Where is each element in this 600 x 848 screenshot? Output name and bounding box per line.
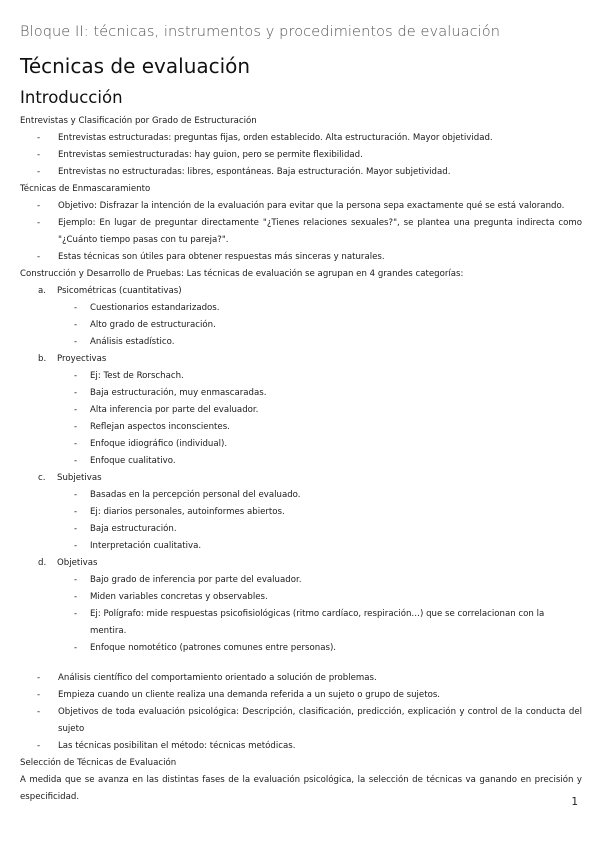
list-item: - Ej: diarios personales, autoinformes abiertos. [57,504,582,521]
list-item: - Enfoque nomotético (patrones comunes entre personas). [57,640,582,657]
list-item: - Análisis científico del comportamiento orientado a solución de problemas. [20,670,582,687]
category-title: Objetivas [57,558,98,568]
category-sublist [57,368,582,470]
list-item: - Baja estructuración. [57,521,582,538]
category-title: Proyectivas [57,354,107,364]
list-item: - Interpretación cualitativa. [57,538,582,555]
list-item: - Entrevistas estructuradas: preguntas fijas, orden establecido. Alta estructuración. Mayor objetividad. [20,130,582,147]
category-sublist [57,300,582,351]
category-label: a. [38,286,46,296]
page-title: Técnicas de evaluación [20,54,251,78]
spacer [20,657,582,670]
list-item: - Bajo grado de inferencia por parte del evaluador. [57,572,582,589]
categories-list [20,283,582,657]
list-item: - Ej: Test de Rorschach. [57,368,582,385]
entrevistas-heading: Entrevistas y Clasificación por Grado de Estructuración [20,116,257,126]
category-sublist [57,487,582,555]
list-item: - Enfoque cualitativo. [57,453,582,470]
list-item: - Miden variables concretas y observables. [57,589,582,606]
document-header: Bloque II: técnicas, instrumentos y procedimientos de evaluación [20,24,501,40]
category-label: c. [38,473,46,483]
list-item: - Basadas en la percepción personal del evaluado. [57,487,582,504]
list-item: - Baja estructuración, muy enmascaradas. [57,385,582,402]
list-item: - Las técnicas posibilitan el método: técnicas metódicas. [20,738,582,755]
category-label: b. [38,354,47,364]
category-sublist [57,572,582,657]
list-item: - Ej: Polígrafo: mide respuestas psicofisiológicas (ritmo cardíaco, respiración…) que se correlacionan con la mentira. [57,606,582,640]
list-item: - Cuestionarios estandarizados. [57,300,582,317]
list-item: - Ejemplo: En lugar de preguntar directamente "¿Tienes relaciones sexuales?", se plantea una pregunta indirecta como "¿Cuánto tiempo pasas con tu pareja?". [20,215,582,249]
enmascaramiento-heading: Técnicas de Enmascaramiento [20,184,151,194]
list-item: - Alto grado de estructuración. [57,317,582,334]
list-item: - Alta inferencia por parte del evaluador. [57,402,582,419]
section-heading: Introducción [20,88,123,107]
general-list [20,670,582,755]
entrevistas-list [20,130,582,181]
category-title: Subjetivas [57,473,102,483]
list-item: - Análisis estadístico. [57,334,582,351]
document-page [20,24,582,806]
category-item [20,555,582,657]
category-title: Psicométricas (cuantitativas) [57,286,182,296]
list-item: - Enfoque idiográfico (individual). [57,436,582,453]
list-item: - Objetivos de toda evaluación psicológica: Descripción, clasificación, predicción, explicación y control de la conducta del sujeto [20,704,582,738]
list-item: - Entrevistas no estructuradas: libres, espontáneas. Baja estructuración. Mayor subjetividad. [20,164,582,181]
category-item [20,470,582,555]
seleccion-text: A medida que se avanza en las distintas fases de la evaluación psicológica, la selección de técnicas va ganando en precisión y especificidad. [20,775,582,802]
construccion-heading: Construcción y Desarrollo de Pruebas: Las técnicas de evaluación se agrupan en 4 grandes categorías: [20,269,464,279]
list-item: - Objetivo: Disfrazar la intención de la evaluación para evitar que la persona sepa exactamente qué se está valorando. [20,198,582,215]
list-item: - Reflejan aspectos inconscientes. [57,419,582,436]
page-number: 1 [571,796,578,808]
category-label: d. [38,558,47,568]
enmascaramiento-list [20,198,582,266]
list-item: - Estas técnicas son útiles para obtener respuestas más sinceras y naturales. [20,249,582,266]
list-item: - Empieza cuando un cliente realiza una demanda referida a un sujeto o grupo de sujetos. [20,687,582,704]
list-item: - Entrevistas semiestructuradas: hay guion, pero se permite flexibilidad. [20,147,582,164]
category-item [20,351,582,470]
seleccion-heading: Selección de Técnicas de Evaluación [20,758,177,768]
category-item [20,283,582,351]
